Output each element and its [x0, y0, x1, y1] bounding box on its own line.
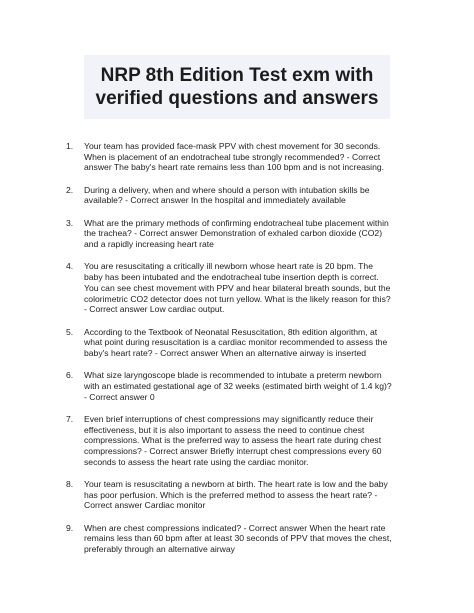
question-text: During a delivery, when and where should a person with intubation skills be available? - Correct answer In the hospital and immediately available — [84, 184, 370, 206]
question-text: Your team is resuscitating a newborn at birth. The heart rate is low and the baby has poor perfusion. Which is the preferred method to assess the heart rate? - Correct answer Cardiac monitor — [84, 479, 388, 511]
question-number: 7. — [66, 413, 74, 424]
question-number: 6. — [66, 370, 74, 381]
question-text: Even brief interruptions of chest compressions may significantly reduce their effectiveness, but it is also important to assess the need to continue chest compressions. What is the preferred way to assess the heart rate during chest compressions? - Correct answer Briefly interrupt chest compressions every 60 seconds to assess the heart rate using the cardiac monitor. — [84, 413, 382, 467]
question-item-9 — [66, 523, 426, 555]
question-text: What size laryngoscope blade is recommended to intubate a preterm newborn with an estimated gestational age of 32 weeks (estimated birth weight of 1.4 kg)? - Correct answer 0 — [84, 370, 392, 402]
question-number: 2. — [66, 184, 74, 195]
question-item-8 — [66, 479, 426, 511]
question-item-4 — [66, 261, 426, 315]
title-banner — [84, 55, 390, 119]
question-item-6 — [66, 370, 426, 402]
question-list — [66, 141, 426, 566]
question-item-2 — [66, 185, 426, 206]
question-number: 8. — [66, 479, 74, 490]
question-number: 5. — [66, 326, 74, 337]
question-number: 4. — [66, 261, 74, 272]
question-item-5 — [66, 327, 426, 359]
question-item-7 — [66, 414, 426, 468]
question-text: When are chest compressions indicated? - Correct answer When the heart rate remains less than 60 bpm after at least 30 seconds of PPV that moves the chest, preferably through an alternative airway — [84, 522, 392, 555]
question-text: What are the primary methods of confirming endotracheal tube placement within the trachea? - Correct answer Demonstration of exhaled carbon dioxide (CO2) and a rapidly increasing heart rate — [84, 217, 389, 250]
question-item-3 — [66, 218, 426, 250]
question-text: Your team has provided face-mask PPV with chest movement for 30 seconds. When is placement of an endotracheal tube strongly recommended? - Correct answer The baby's heart rate remains less than 100 bpm and is not increasing. — [84, 141, 385, 173]
question-item-1 — [66, 141, 426, 173]
question-text: According to the Textbook of Neonatal Resuscitation, 8th edition algorithm, at what point during resuscitation is a cardiac monitor recommended to assess the baby's heart rate? - Correct answer When an alternative airway is inserted — [84, 326, 388, 358]
document-title: NRP 8th Edition Test exm with verified questions and answers — [95, 65, 379, 109]
question-number: 3. — [66, 217, 74, 228]
question-number: 9. — [66, 522, 74, 533]
question-text: You are resuscitating a critically ill newborn whose heart rate is 20 bpm. The baby has been intubated and the endotracheal tube insertion depth is correct. You can see chest movement with PPV and hear bilateral breath sounds, but the colorimetric CO2 detector does not turn yellow. What is the likely reason for this? - Correct answer Low cardiac output. — [84, 261, 391, 315]
question-number: 1. — [66, 141, 74, 151]
